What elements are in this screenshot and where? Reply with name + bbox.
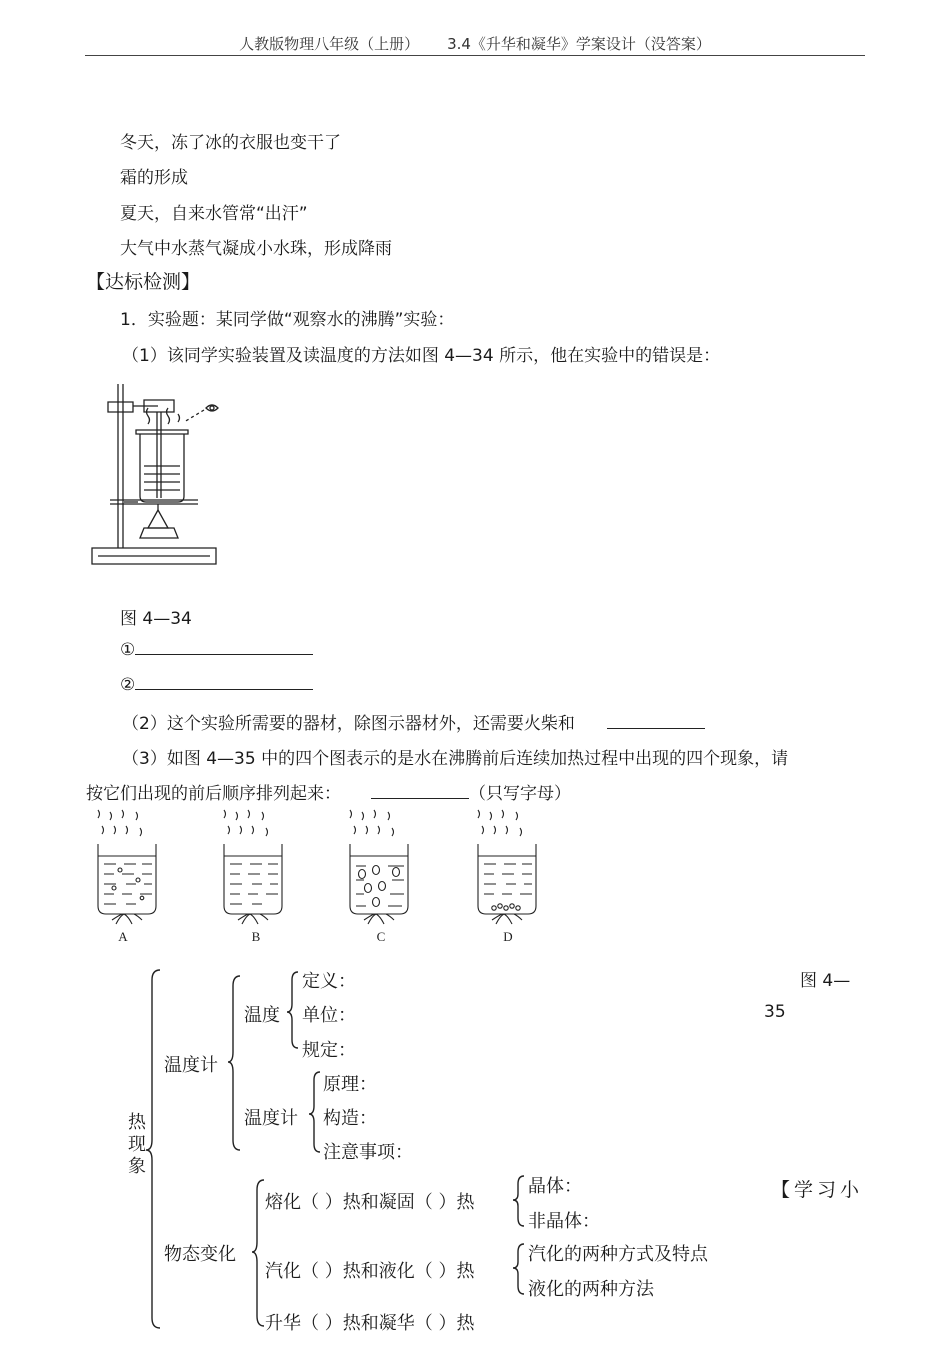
text-line-4: 大气中水蒸气凝成小水珠，形成降雨 <box>120 239 392 259</box>
header-right: 3.4《升华和凝华》学案设计（没答案） <box>447 35 711 53</box>
map-root-char-1: 热 <box>128 1112 146 1133</box>
q1-sub2-text: （2）这个实验所需要的器材，除图示器材外，还需要火柴和 <box>122 714 575 734</box>
map-branch-thermometer: 温度计 <box>164 1055 218 1076</box>
map-sublimation: 升华（ ）热和凝华（ ）热 <box>265 1313 475 1334</box>
map-temp-unit: 单位： <box>302 1005 356 1026</box>
map-temp-rule: 规定： <box>302 1040 356 1061</box>
map-noncrystal: 非晶体： <box>528 1211 600 1232</box>
beaker-label-c: C <box>376 929 386 944</box>
map-vaporization-ways: 汽化的两种方式及特点 <box>528 1244 708 1265</box>
map-root <box>128 1112 146 1178</box>
blank-2-mark: ② <box>120 675 136 695</box>
q1-sub3-line2-text: 按它们出现的前后顺序排列起来： <box>86 784 341 804</box>
map-melting: 熔化（ ）热和凝固（ ）热 <box>265 1192 475 1213</box>
text-line-3: 夏天，自来水管常“出汗” <box>120 204 308 224</box>
map-root-char-3: 象 <box>128 1156 146 1177</box>
q1-sub1: （1）该同学实验装置及读温度的方法如图 4—34 所示，他在实验中的错误是： <box>122 346 721 366</box>
q1-sub3-suffix: （只写字母） <box>469 784 571 804</box>
beaker-label-d: D <box>503 929 513 944</box>
beaker-label-b: B <box>251 929 261 944</box>
text-line-1: 冬天，冻了冰的衣服也变干了 <box>120 133 341 153</box>
fig-4-34-caption: 图 4—34 <box>120 609 192 629</box>
map-liquefaction-ways: 液化的两种方法 <box>528 1279 654 1300</box>
beaker-label-a: A <box>118 929 128 944</box>
map-branch-state-change: 物态变化 <box>164 1244 236 1265</box>
map-root-char-2: 现 <box>128 1134 146 1155</box>
q1-sub3-line1: （3）如图 4—35 中的四个图表示的是水在沸腾前后连续加热过程中出现的四个现象，请 <box>122 749 789 769</box>
map-thermo-notes: 注意事项： <box>323 1142 413 1163</box>
map-temp-definition: 定义： <box>302 971 356 992</box>
study-label: 【学习小 <box>771 1179 864 1201</box>
text-line-2: 霜的形成 <box>120 168 188 188</box>
fig-4-35-label-1: 图 4— <box>800 971 851 991</box>
section-title: 【达标检测】 <box>86 271 201 293</box>
map-temperature: 温度 <box>244 1005 280 1026</box>
header-left: 人教版物理八年级（上册） <box>239 35 420 53</box>
q1-title: 1．实验题：某同学做“观察水的沸腾”实验： <box>120 310 455 330</box>
map-thermo-principle: 原理： <box>323 1074 377 1095</box>
map-crystal: 晶体： <box>528 1176 582 1197</box>
map-vaporization: 汽化（ ）热和液化（ ）热 <box>265 1261 475 1282</box>
fig-4-35-label-2: 35 <box>764 1002 786 1022</box>
map-thermometer: 温度计 <box>244 1108 298 1129</box>
map-thermo-structure: 构造： <box>323 1108 377 1129</box>
blank-1-mark: ① <box>120 640 136 660</box>
